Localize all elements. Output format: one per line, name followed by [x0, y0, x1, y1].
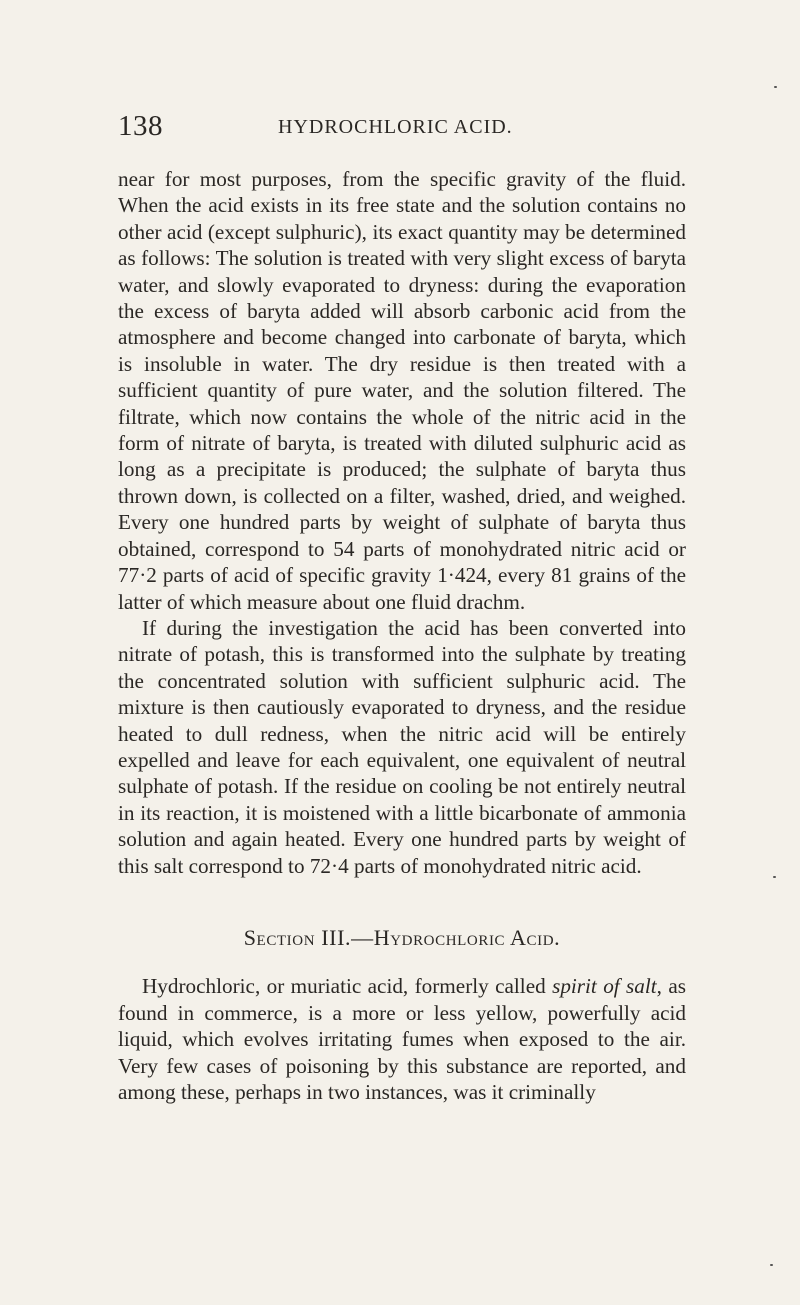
page-number: 138 — [118, 110, 163, 142]
running-title: HYDROCHLORIC ACID. — [278, 116, 513, 138]
paragraph-hydrochloric-end: , as found in commerce, is a more or less yellow, powerfully acid liquid, which evolves irritating fumes when exposed to the air. Very few cases of poisoning by this substance are reported, and among these, perhaps in two instances, was it criminally — [118, 974, 686, 1104]
paragraph-continuation: near for most purposes, from the specific gravity of the fluid. When the acid exists in its free state and the solution contains no other acid (except sulphuric), its exact quantity may be determined as follows: The solution is treated with very slight excess of baryta water, and slowly evaporated to dryness: during the evaporation the excess of baryta added will absorb carbonic acid from the atmosphere and become changed into carbonate of baryta, which is insoluble in water. The dry residue is then treated with a sufficient quantity of pure water, and the solution filtered. The filtrate, which now contains the whole of the nitric acid in the form of nitrate of baryta, is treated with diluted sulphuric acid as long as a precipitate is produced; the sulphate of baryta thus thrown down, is collected on a filter, washed, dried, and weighed. Every one hundred parts by weight of sulphate of baryta thus obtained, correspond to 54 parts of monohydrated nitric acid or 77·2 parts of acid of specific gravity 1·424, every 81 grains of the latter of which measure about one fluid drachm. — [118, 167, 686, 614]
paragraph-hydrochloric — [118, 973, 686, 1105]
paragraph-hydrochloric-start: Hydrochloric, or muriatic acid, formerly called — [142, 974, 553, 999]
paper-speck — [774, 86, 777, 88]
section-heading: Section III.—Hydrochloric Acid. — [243, 924, 561, 950]
body-text — [118, 166, 686, 1105]
running-head — [118, 110, 688, 146]
paper-speck — [770, 1264, 773, 1266]
italic-term: spirit of salt — [552, 974, 657, 999]
paper-speck — [773, 876, 776, 878]
paragraph-potash: If during the investigation the acid has been converted into nitrate of potash, this is transformed into the sulphate by treating the concentrated solution with sufficient sulphuric acid. The mixture is then cautiously evaporated to dryness, and the residue heated to dull redness, when the nitric acid will be entirely expelled and leave for each equivalent, one equivalent of neutral sulphate of potash. If the residue on cooling be not entirely neutral in its reaction, it is moistened with a little bicarbonate of ammonia solution and again heated. Every one hundred parts by weight of this salt correspond to 72·4 parts of monohydrated nitric acid. — [118, 615, 686, 878]
